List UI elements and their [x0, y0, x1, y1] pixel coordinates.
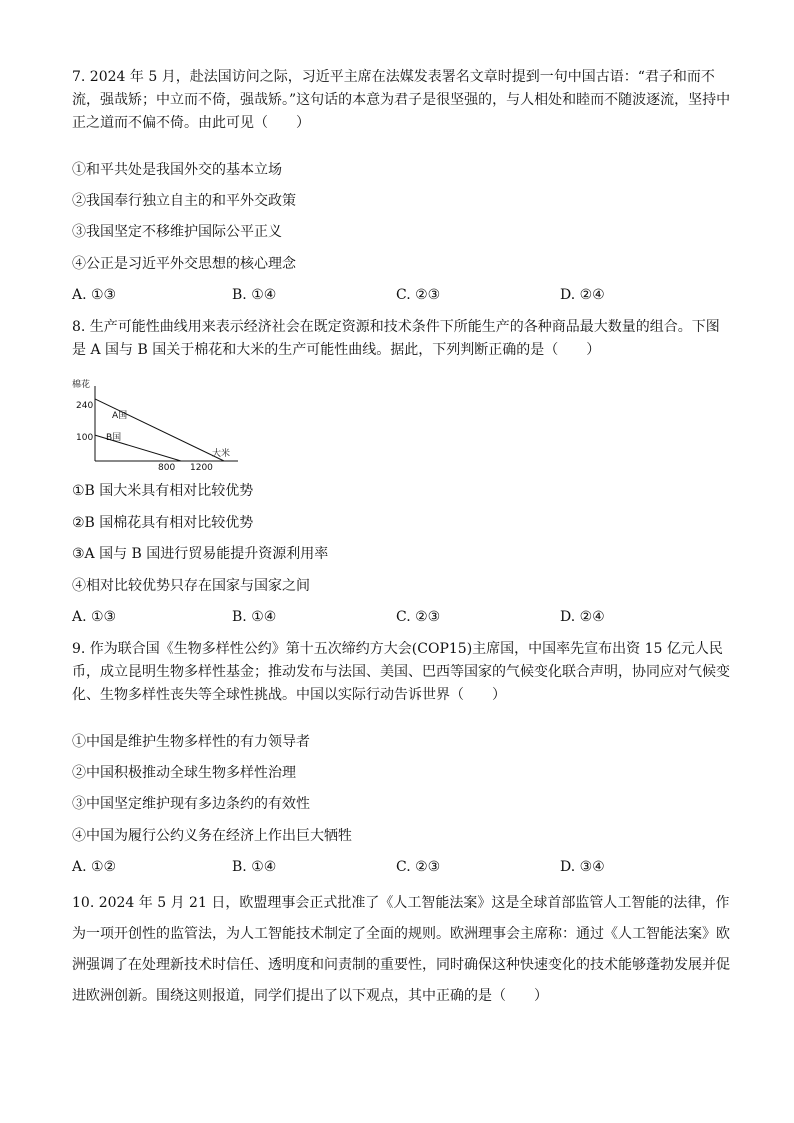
choice-a: A. ①③ — [72, 287, 117, 303]
question-9-option-3: ③中国坚定维护现有多边条约的有效性 — [72, 796, 310, 812]
question-8-choices — [72, 607, 732, 627]
y-tick-label: 100 — [76, 433, 94, 443]
question-7-option-3: ③我国坚定不移维护国际公平正义 — [72, 224, 282, 240]
question-10-stem: 10. 2024 年 5 月 21 日，欧盟理事会正式批准了《人工智能法案》这是全球首部监管人工智能的法律，作为一项开创性的监管法，为人工智能技术制定了全面的规则。欧洲理事会主席称：通过《人工智能法案》欧洲强调了在处理新技术时信任、透明度和问责制的重要性，同时确保这种快速变化的技术能够蓬勃发展并促进欧洲创新。围绕这则报道，同学们提出了以下观点，其中正确的是（ ） — [72, 895, 730, 1004]
y-tick-label: 240 — [76, 401, 94, 411]
question-7-option-2: ②我国奉行独立自主的和平外交政策 — [72, 193, 296, 209]
question-7-option-4: ④公正是习近平外交思想的核心理念 — [72, 256, 296, 272]
choice-b: B. ①④ — [232, 859, 277, 875]
question-8-option-2: ②B 国棉花具有相对比较优势 — [72, 515, 254, 531]
question-7-stem: 7. 2024 年 5 月，赴法国访问之际，习近平主席在法媒发表署名文章时提到一句中国古语：“君子和而不流，强哉矫；中立而不倚，强哉矫。”这句话的本意为君子是很坚强的，与人相处和睦而不随波逐流，坚持中正之道而不偏不倚。由此可见（ ） — [72, 69, 731, 131]
question-8-option-3: ③A 国与 B 国进行贸易能提升资源利用率 — [72, 546, 329, 562]
question-8-option-1: ①B 国大米具有相对比较优势 — [72, 483, 254, 499]
choice-d: D. ②④ — [560, 287, 605, 303]
question-9-option-1: ①中国是维护生物多样性的有力领导者 — [72, 734, 310, 750]
question-9-choices — [72, 857, 732, 877]
question-7-option-1: ①和平共处是我国外交的基本立场 — [72, 162, 282, 178]
series-line-a — [95, 399, 224, 461]
choice-c: C. ②③ — [396, 287, 441, 303]
x-axis-label: 大米 — [212, 449, 231, 459]
production-possibility-chart — [70, 378, 240, 470]
question-9-stem: 9. 作为联合国《生物多样性公约》第十五次缔约方大会(COP15)主席国，中国率先宣布出资 15 亿元人民币，成立昆明生物多样性基金；推动发布与法国、美国、巴西等国家的气候变化联合声明，协同应对气候变化、生物多样性丧失等全球性挑战。中国以实际行动告诉世界（ ） — [72, 641, 730, 703]
choice-d: D. ③④ — [560, 859, 605, 875]
series-label-a: A国 — [112, 411, 128, 421]
choice-b: B. ①④ — [232, 287, 277, 303]
question-8-option-4: ④相对比较优势只存在国家与国家之间 — [72, 578, 310, 594]
question-9-option-4: ④中国为履行公约义务在经济上作出巨大牺牲 — [72, 828, 352, 844]
choice-c: C. ②③ — [396, 859, 441, 875]
choice-b: B. ①④ — [232, 609, 277, 625]
question-7-choices — [72, 285, 732, 305]
series-label-b: B国 — [106, 433, 122, 443]
choice-c: C. ②③ — [396, 609, 441, 625]
x-tick-label: 1200 — [190, 463, 213, 470]
choice-d: D. ②④ — [560, 609, 605, 625]
x-tick-label: 800 — [158, 463, 176, 470]
question-8-stem: 8. 生产可能性曲线用来表示经济社会在既定资源和技术条件下所能生产的各种商品最大数量的组合。下图是 A 国与 B 国关于棉花和大米的生产可能性曲线。据此，下列判断正确的是（ ） — [72, 319, 720, 358]
choice-a: A. ①③ — [72, 609, 117, 625]
question-9-option-2: ②中国积极推动全球生物多样性治理 — [72, 765, 296, 781]
choice-a: A. ①② — [72, 859, 117, 875]
y-axis-label: 棉花 — [72, 380, 91, 390]
